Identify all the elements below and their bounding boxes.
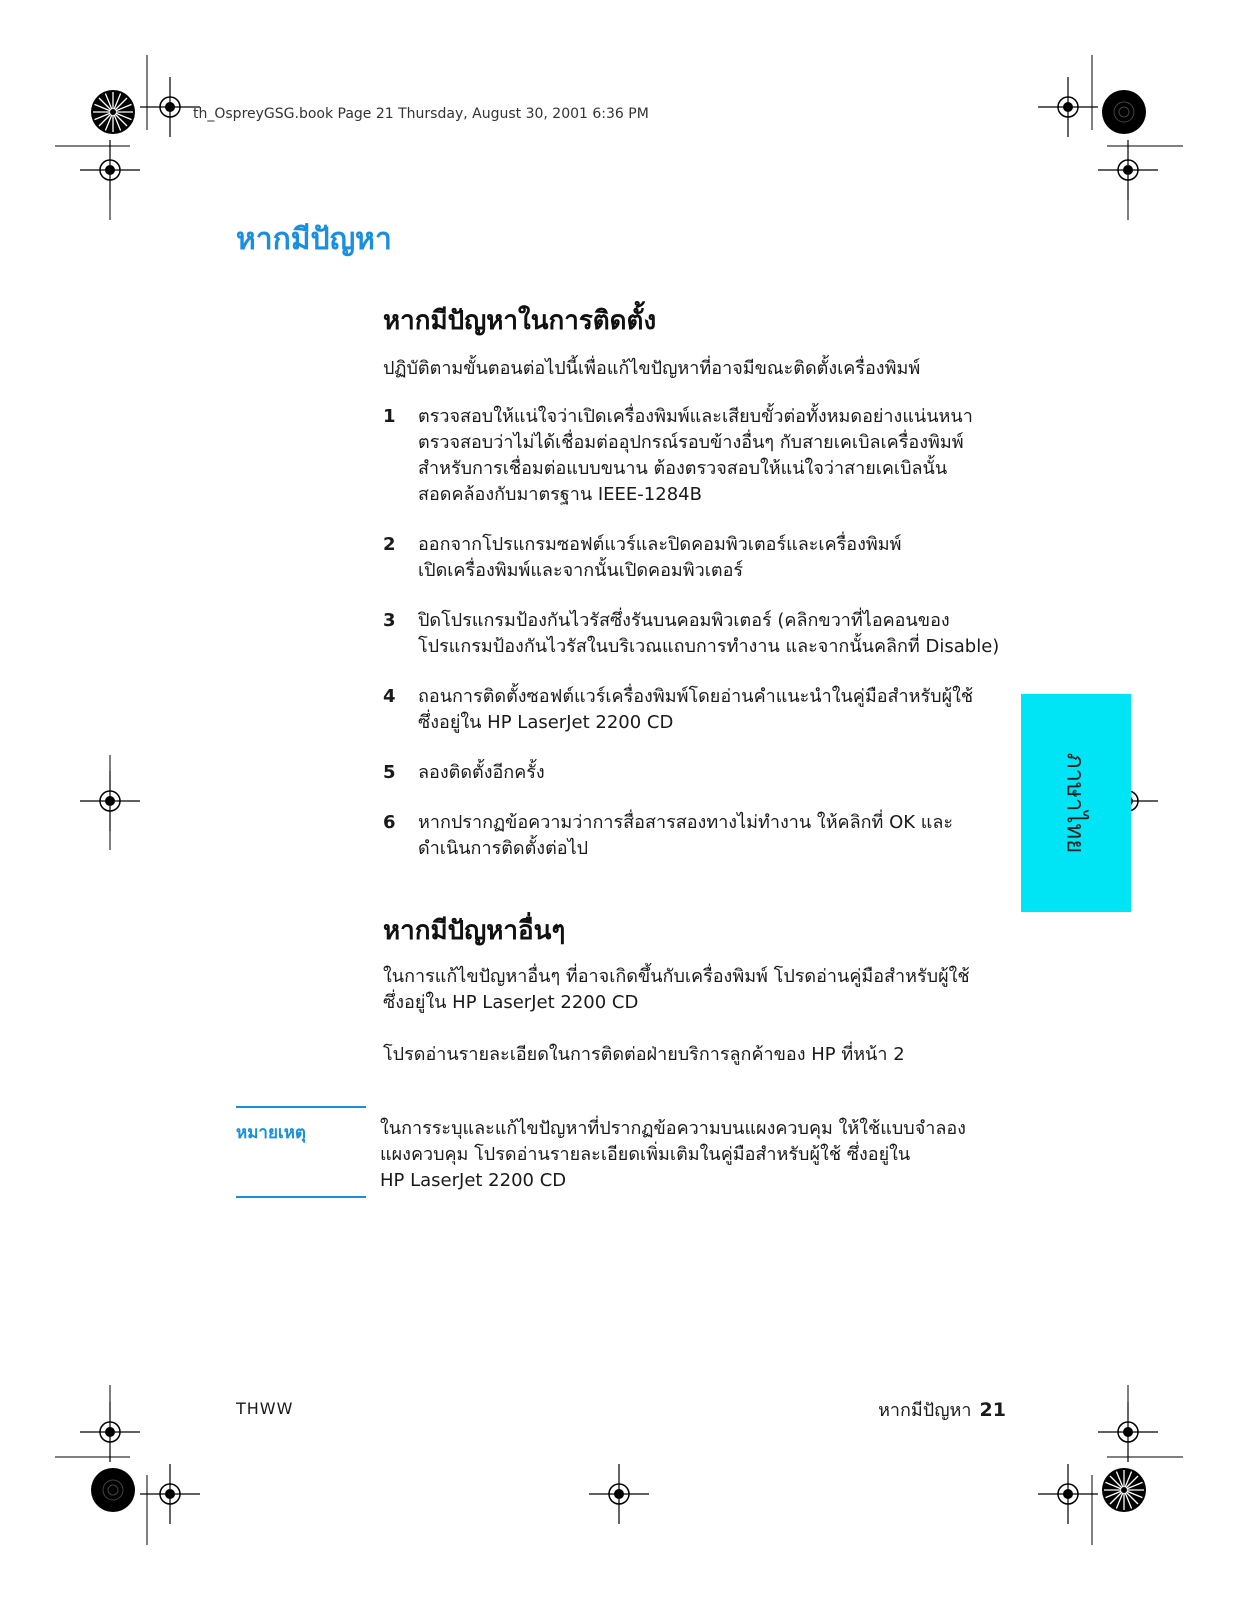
step-line: ดำเนินการติดตั้งต่อไป xyxy=(418,838,589,859)
support-paragraph: โปรดอ่านรายละเอียดในการติดต่อฝ่ายบริการลูกค้าของ HP ที่หน้า 2 xyxy=(383,1044,905,1065)
note-body xyxy=(380,1116,1000,1194)
list-item xyxy=(383,608,1003,660)
footer-section-title: หากมีปัญหา xyxy=(878,1400,972,1421)
list-item xyxy=(383,760,1003,786)
section-heading-other: หากมีปัญหาอื่นๆ xyxy=(383,916,566,946)
step-line: ออกจากโปรแกรมซอฟต์แวร์และปิดคอมพิวเตอร์และเครื่องพิมพ์ xyxy=(418,534,902,555)
step-line: เปิดเครื่องพิมพ์และจากนั้นเปิดคอมพิวเตอร์ xyxy=(418,560,744,581)
step-number: 6 xyxy=(383,812,396,833)
step-number: 3 xyxy=(383,610,396,631)
note-top-rule xyxy=(236,1106,366,1108)
step-line: ซึ่งอยู่ใน HP LaserJet 2200 CD xyxy=(418,712,674,733)
section-intro: ปฏิบัติตามขั้นตอนต่อไปนี้เพื่อแก้ไขปัญหาที่อาจมีขณะติดตั้งเครื่องพิมพ์ xyxy=(383,358,921,379)
paragraph-line: ซึ่งอยู่ใน HP LaserJet 2200 CD xyxy=(383,992,639,1013)
language-tab-label: ภาษาไทย xyxy=(1061,752,1090,854)
step-line: หากปรากฏข้อความว่าการสื่อสารสองทางไม่ทำงาน ให้คลิกที่ OK และ xyxy=(418,812,954,833)
print-info: th_OspreyGSG.book Page 21 Thursday, August 30, 2001 6:36 PM xyxy=(193,106,649,122)
step-number: 1 xyxy=(383,406,396,427)
step-line: สำหรับการเชื่อมต่อแบบขนาน ต้องตรวจสอบให้แน่ใจว่าสายเคเบิลนั้น xyxy=(418,458,948,479)
section-heading-install: หากมีปัญหาในการติดตั้ง xyxy=(383,306,657,336)
install-steps-list xyxy=(383,404,1003,886)
step-line: ปิดโปรแกรมป้องกันไวรัสซึ่งรันบนคอมพิวเตอร์ (คลิกขวาที่ไอคอนของ xyxy=(418,610,950,631)
step-line: ตรวจสอบให้แน่ใจว่าเปิดเครื่องพิมพ์และเสียบขั้วต่อทั้งหมดอย่างแน่นหนา xyxy=(418,406,973,427)
step-line: ตรวจสอบว่าไม่ได้เชื่อมต่ออุปกรณ์รอบข้างอื่นๆ กับสายเคเบิลเครื่องพิมพ์ xyxy=(418,432,964,453)
step-number: 2 xyxy=(383,534,396,555)
note-line: แผงควบคุม โปรดอ่านรายละเอียดเพิ่มเติมในคู่มือสำหรับผู้ใช้ ซึ่งอยู่ใน xyxy=(380,1144,911,1165)
step-line: โปรแกรมป้องกันไวรัสในบริเวณแถบการทำงาน และจากนั้นคลิกที่ Disable) xyxy=(418,636,1000,657)
page-number: 21 xyxy=(979,1399,1006,1421)
note-line: HP LaserJet 2200 CD xyxy=(380,1170,567,1191)
note-label: หมายเหตุ xyxy=(236,1123,306,1143)
step-number: 4 xyxy=(383,686,396,707)
note-line: ในการระบุและแก้ไขปัญหาที่ปรากฏข้อความบนแผงควบคุม ให้ใช้แบบจำลอง xyxy=(380,1118,966,1139)
page-title: หากมีปัญหา xyxy=(236,222,392,257)
list-item xyxy=(383,810,1003,862)
other-problems-paragraph xyxy=(383,964,1003,1016)
list-item xyxy=(383,532,1003,584)
step-line: ถอนการติดตั้งซอฟต์แวร์เครื่องพิมพ์โดยอ่านคำแนะนำในคู่มือสำหรับผู้ใช้ xyxy=(418,686,974,707)
list-item xyxy=(383,404,1003,508)
step-number: 5 xyxy=(383,762,396,783)
step-line: สอดคล้องกับมาตรฐาน IEEE-1284B xyxy=(418,484,702,505)
language-side-tab xyxy=(1021,694,1131,912)
footer-page-info xyxy=(878,1395,1006,1424)
note-bottom-rule xyxy=(236,1196,366,1198)
footer-doc-code: THWW xyxy=(236,1399,294,1418)
step-line: ลองติดตั้งอีกครั้ง xyxy=(418,762,545,783)
list-item xyxy=(383,684,1003,736)
paragraph-line: ในการแก้ไขปัญหาอื่นๆ ที่อาจเกิดขึ้นกับเครื่องพิมพ์ โปรดอ่านคู่มือสำหรับผู้ใช้ xyxy=(383,966,970,987)
